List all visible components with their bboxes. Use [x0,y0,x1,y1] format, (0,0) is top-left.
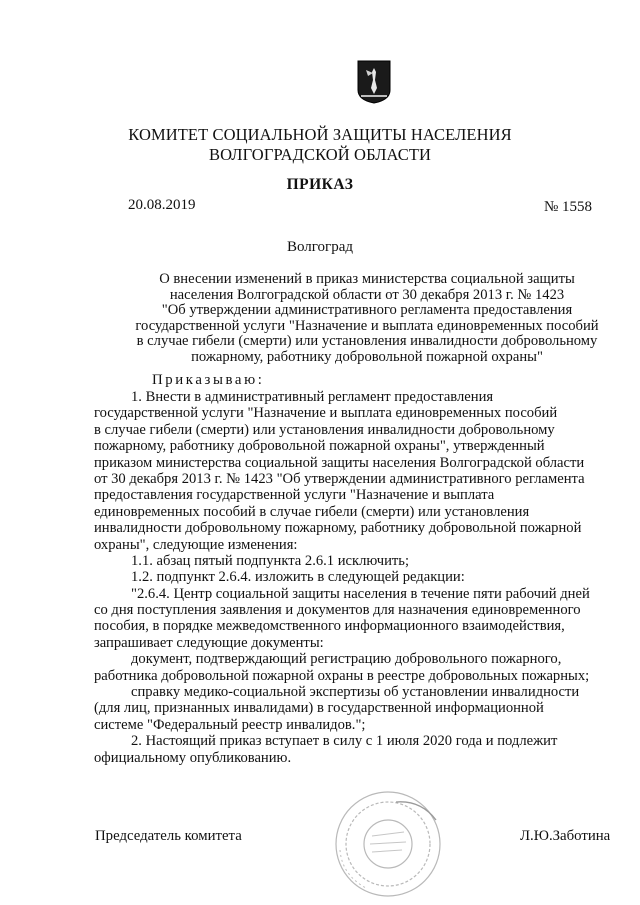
subject-line: населения Волгоградской области от 30 декабря 2013 г. № 1423 [169,286,565,303]
body-line: 2. Настоящий приказ вступает в силу с 1 июля 2020 года и подлежит [131,733,558,750]
order-word: Приказываю: [152,372,265,388]
body-line: охраны", следующие изменения: [94,536,298,553]
body-line: "2.6.4. Центр социальной защиты населения в течение пяти рабочий дней [131,585,590,602]
body-line: системе "Федеральный реестр инвалидов."; [94,716,366,733]
document-body [94,389,614,766]
subject-line: О внесении изменений в приказ министерства социальной защиты [159,271,575,287]
body-line: в случае гибели (смерти) или установления инвалидности добровольному [94,421,555,438]
subject-line: пожарному, работнику добровольной пожарной охраны" [191,348,543,365]
document-subject [118,272,616,366]
body-line: пожарному, работнику добровольной пожарной охраны", утвержденный [94,438,545,455]
org-name-line1: КОМИТЕТ СОЦИАЛЬНОЙ ЗАЩИТЫ НАСЕЛЕНИЯ [128,125,512,144]
document-number: № 1558 [543,199,592,215]
body-line: 1.2. подпункт 2.6.4. изложить в следующей редакции: [131,569,465,586]
subject-line: в случае гибели (смерти) или установления инвалидности добровольному [136,333,598,350]
document-city: Волгоград [286,239,353,255]
official-stamp-icon [326,780,456,900]
body-line: работника добровольной пожарной охраны в реестре добровольных пожарных; [94,667,590,684]
signature-name: Л.Ю.Заботина [520,828,611,844]
body-line: инвалидности добровольному пожарному, работнику добровольной пожарной [94,520,582,537]
body-line: государственной услуги "Назначение и выплата единовременных пособий [94,405,558,422]
body-line: предоставления государственной услуги "Назначение и выплата [94,487,495,504]
body-line: справку медико-социальной экспертизы об установлении инвалидности [131,684,580,701]
org-name-line2: ВОЛГОГРАДСКОЙ ОБЛАСТИ [208,145,432,164]
body-line: (для лиц, признанных инвалидами) в государственной информационной [94,700,544,717]
body-line: единовременных пособий в случае гибели (смерти) или установления [94,503,530,520]
coat-of-arms-icon [357,60,391,104]
document-type: ПРИКАЗ [286,176,354,193]
body-line: 1.1. абзац пятый подпункта 2.6.1 исключить; [131,552,409,569]
signature-position: Председатель комитета [95,828,242,844]
body-line: документ, подтверждающий регистрацию добровольного пожарного, [131,651,562,668]
subject-line: государственной услуги "Назначение и выплата единовременных пособий [135,317,599,334]
body-line: со дня поступления заявления и документов для назначения единовременного [94,602,581,619]
body-line: запрашивает следующие документы: [94,634,324,651]
document-date: 20.08.2019 [128,197,196,213]
body-line: от 30 декабря 2013 г. № 1423 "Об утверждении административного регламента [94,470,585,487]
subject-line: "Об утверждении административного регламента предоставления [161,302,573,319]
body-line: пособия, в порядке межведомственного информационного взаимодействия, [94,618,565,635]
body-line: официальному опубликованию. [94,749,292,766]
body-line: приказом министерства социальной защиты населения Волгоградской области [94,454,585,471]
body-line: 1. Внести в административный регламент предоставления [131,389,494,405]
